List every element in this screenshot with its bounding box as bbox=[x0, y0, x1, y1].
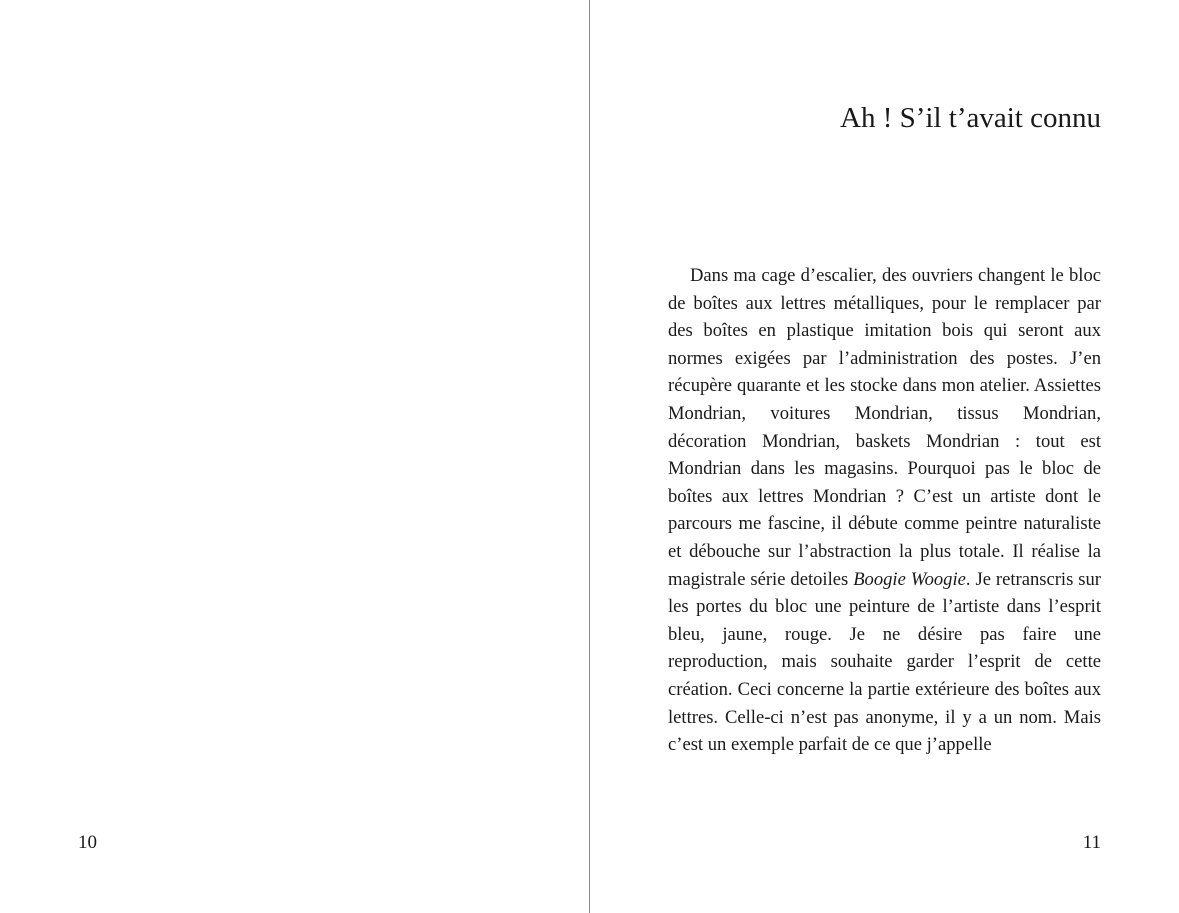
left-page bbox=[0, 0, 589, 913]
paragraph-text-part1: Dans ma cage d’escalier, des ouvriers changent le bloc de boîtes aux lettres métalliques, pour le remplacer par des boîtes en plastique imitation bois qui seront aux normes exigées par l’administration des postes. J’en récupère quarante et les stocke dans mon atelier. Assiettes Mondrian, voitures Mondrian, tissus Mondrian, décoration Mondrian, baskets Mondrian : tout est Mondrian dans les magasins. Pourquoi pas le bloc de boîtes aux lettres Mondrian ? C’est un artiste dont le parcours me fascine, il débute comme peintre naturaliste et débouche sur l’abstraction la plus totale. Il réalise la magistrale série detoiles bbox=[668, 265, 1101, 590]
right-page-number: 11 bbox=[1082, 832, 1101, 853]
right-page bbox=[590, 0, 1179, 913]
body-paragraph bbox=[668, 262, 1101, 759]
paragraph-text-part2: . Je retranscris sur les portes du bloc une peinture de l’artiste dans l’esprit bleu, jaune, rouge. Je ne désire pas faire une reproduction, mais souhaite garder l’esprit de cette création. Ceci concerne la partie extérieure des boîtes aux lettres. Celle-ci n’est pas anonyme, il y a un nom. Mais c’est un exemple parfait de ce que j’appelle bbox=[668, 568, 1101, 756]
left-page-number: 10 bbox=[78, 832, 97, 853]
artwork-title: Boogie Woogie bbox=[853, 568, 966, 590]
chapter-title: Ah ! S’il t’avait connu bbox=[840, 102, 1101, 134]
